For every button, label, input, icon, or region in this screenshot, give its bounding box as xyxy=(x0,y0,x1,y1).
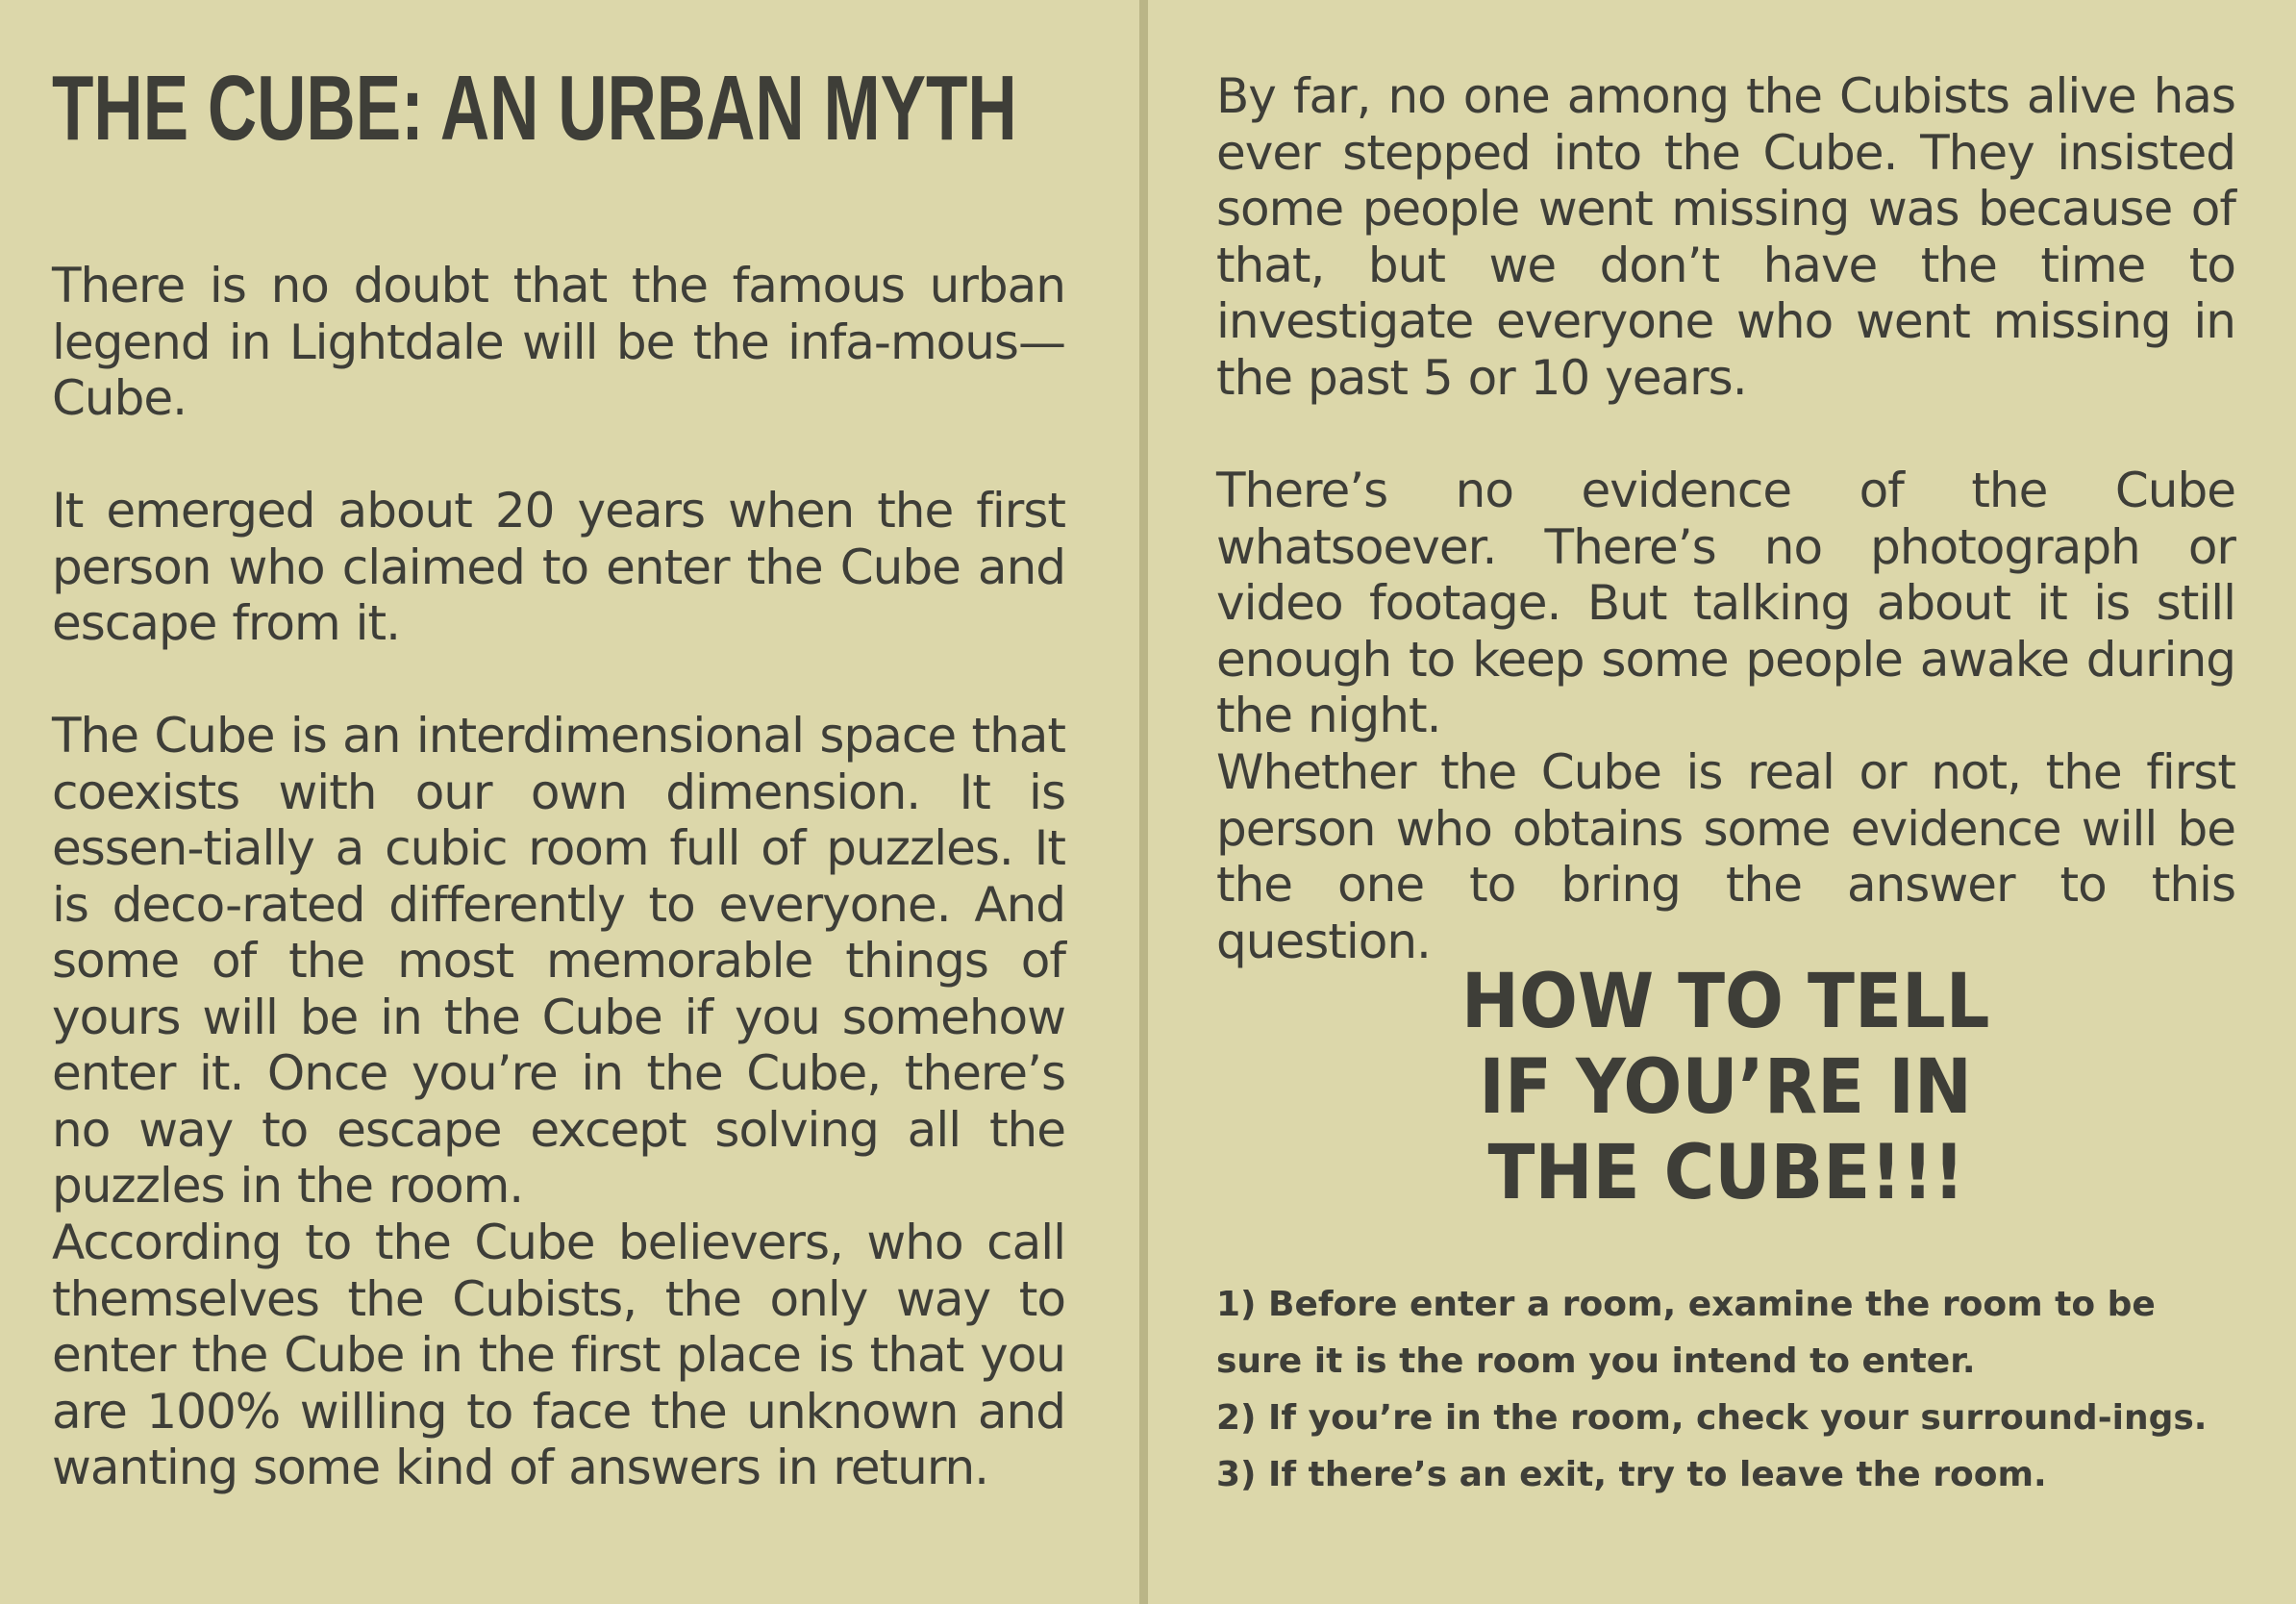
paragraph-cubists: According to the Cube believers, who call themselves the Cubists, the only way to enter the Cube in the first place is that you are 100% willing to face the unknown and wanting some kind of answers in return. xyxy=(52,1215,1065,1495)
section-heading xyxy=(1216,960,2235,1216)
tips-list xyxy=(1216,1276,2235,1503)
column-divider xyxy=(1139,0,1148,1604)
paragraph-intro: There is no doubt that the famous urban legend in Lightdale will be the infa-mous—Cube. xyxy=(52,258,1065,426)
tip-item-3: 3) If there’s an exit, try to leave the room. xyxy=(1216,1455,2047,1494)
heading-line-3: THE CUBE!!! xyxy=(1487,1130,1964,1216)
paragraph-origin: It emerged about 20 years when the first person who claimed to enter the Cube and escape from it. xyxy=(52,483,1065,651)
tip-item-2: 2) If you’re in the room, check your surround-ings. xyxy=(1216,1398,2208,1438)
page-title: THE CUBE: AN URBAN MYTH xyxy=(52,57,1017,160)
heading-line-1: HOW TO TELL xyxy=(1461,959,1990,1045)
heading-line-2: IF YOU’RE IN xyxy=(1479,1044,1973,1131)
paragraph-question: Whether the Cube is real or not, the first person who obtains some evidence will be the one to bring the answer to this question. xyxy=(1216,744,2235,969)
paragraph-evidence: There’s no evidence of the Cube whatsoever. There’s no photograph or video footage. But talking about it is still enough to keep some people awake during the night. xyxy=(1216,463,2235,743)
paragraph-description: The Cube is an interdimensional space that coexists with our own dimension. It is essen-tially a cubic room full of puzzles. It is deco-rated differently to everyone. And some of the most memorable things of yours will be in the Cube if you somehow enter it. Once you’re in the Cube, there’s no way to escape except solving all the puzzles in the room. xyxy=(52,708,1065,1214)
paragraph-missing: By far, no one among the Cubists alive has ever stepped into the Cube. They insisted some people went missing was because of that, but we don’t have the time to investigate everyone who went missing in the past 5 or 10 years. xyxy=(1216,68,2235,406)
tip-item-1: 1) Before enter a room, examine the room to be sure it is the room you intend to enter. xyxy=(1216,1285,2156,1381)
